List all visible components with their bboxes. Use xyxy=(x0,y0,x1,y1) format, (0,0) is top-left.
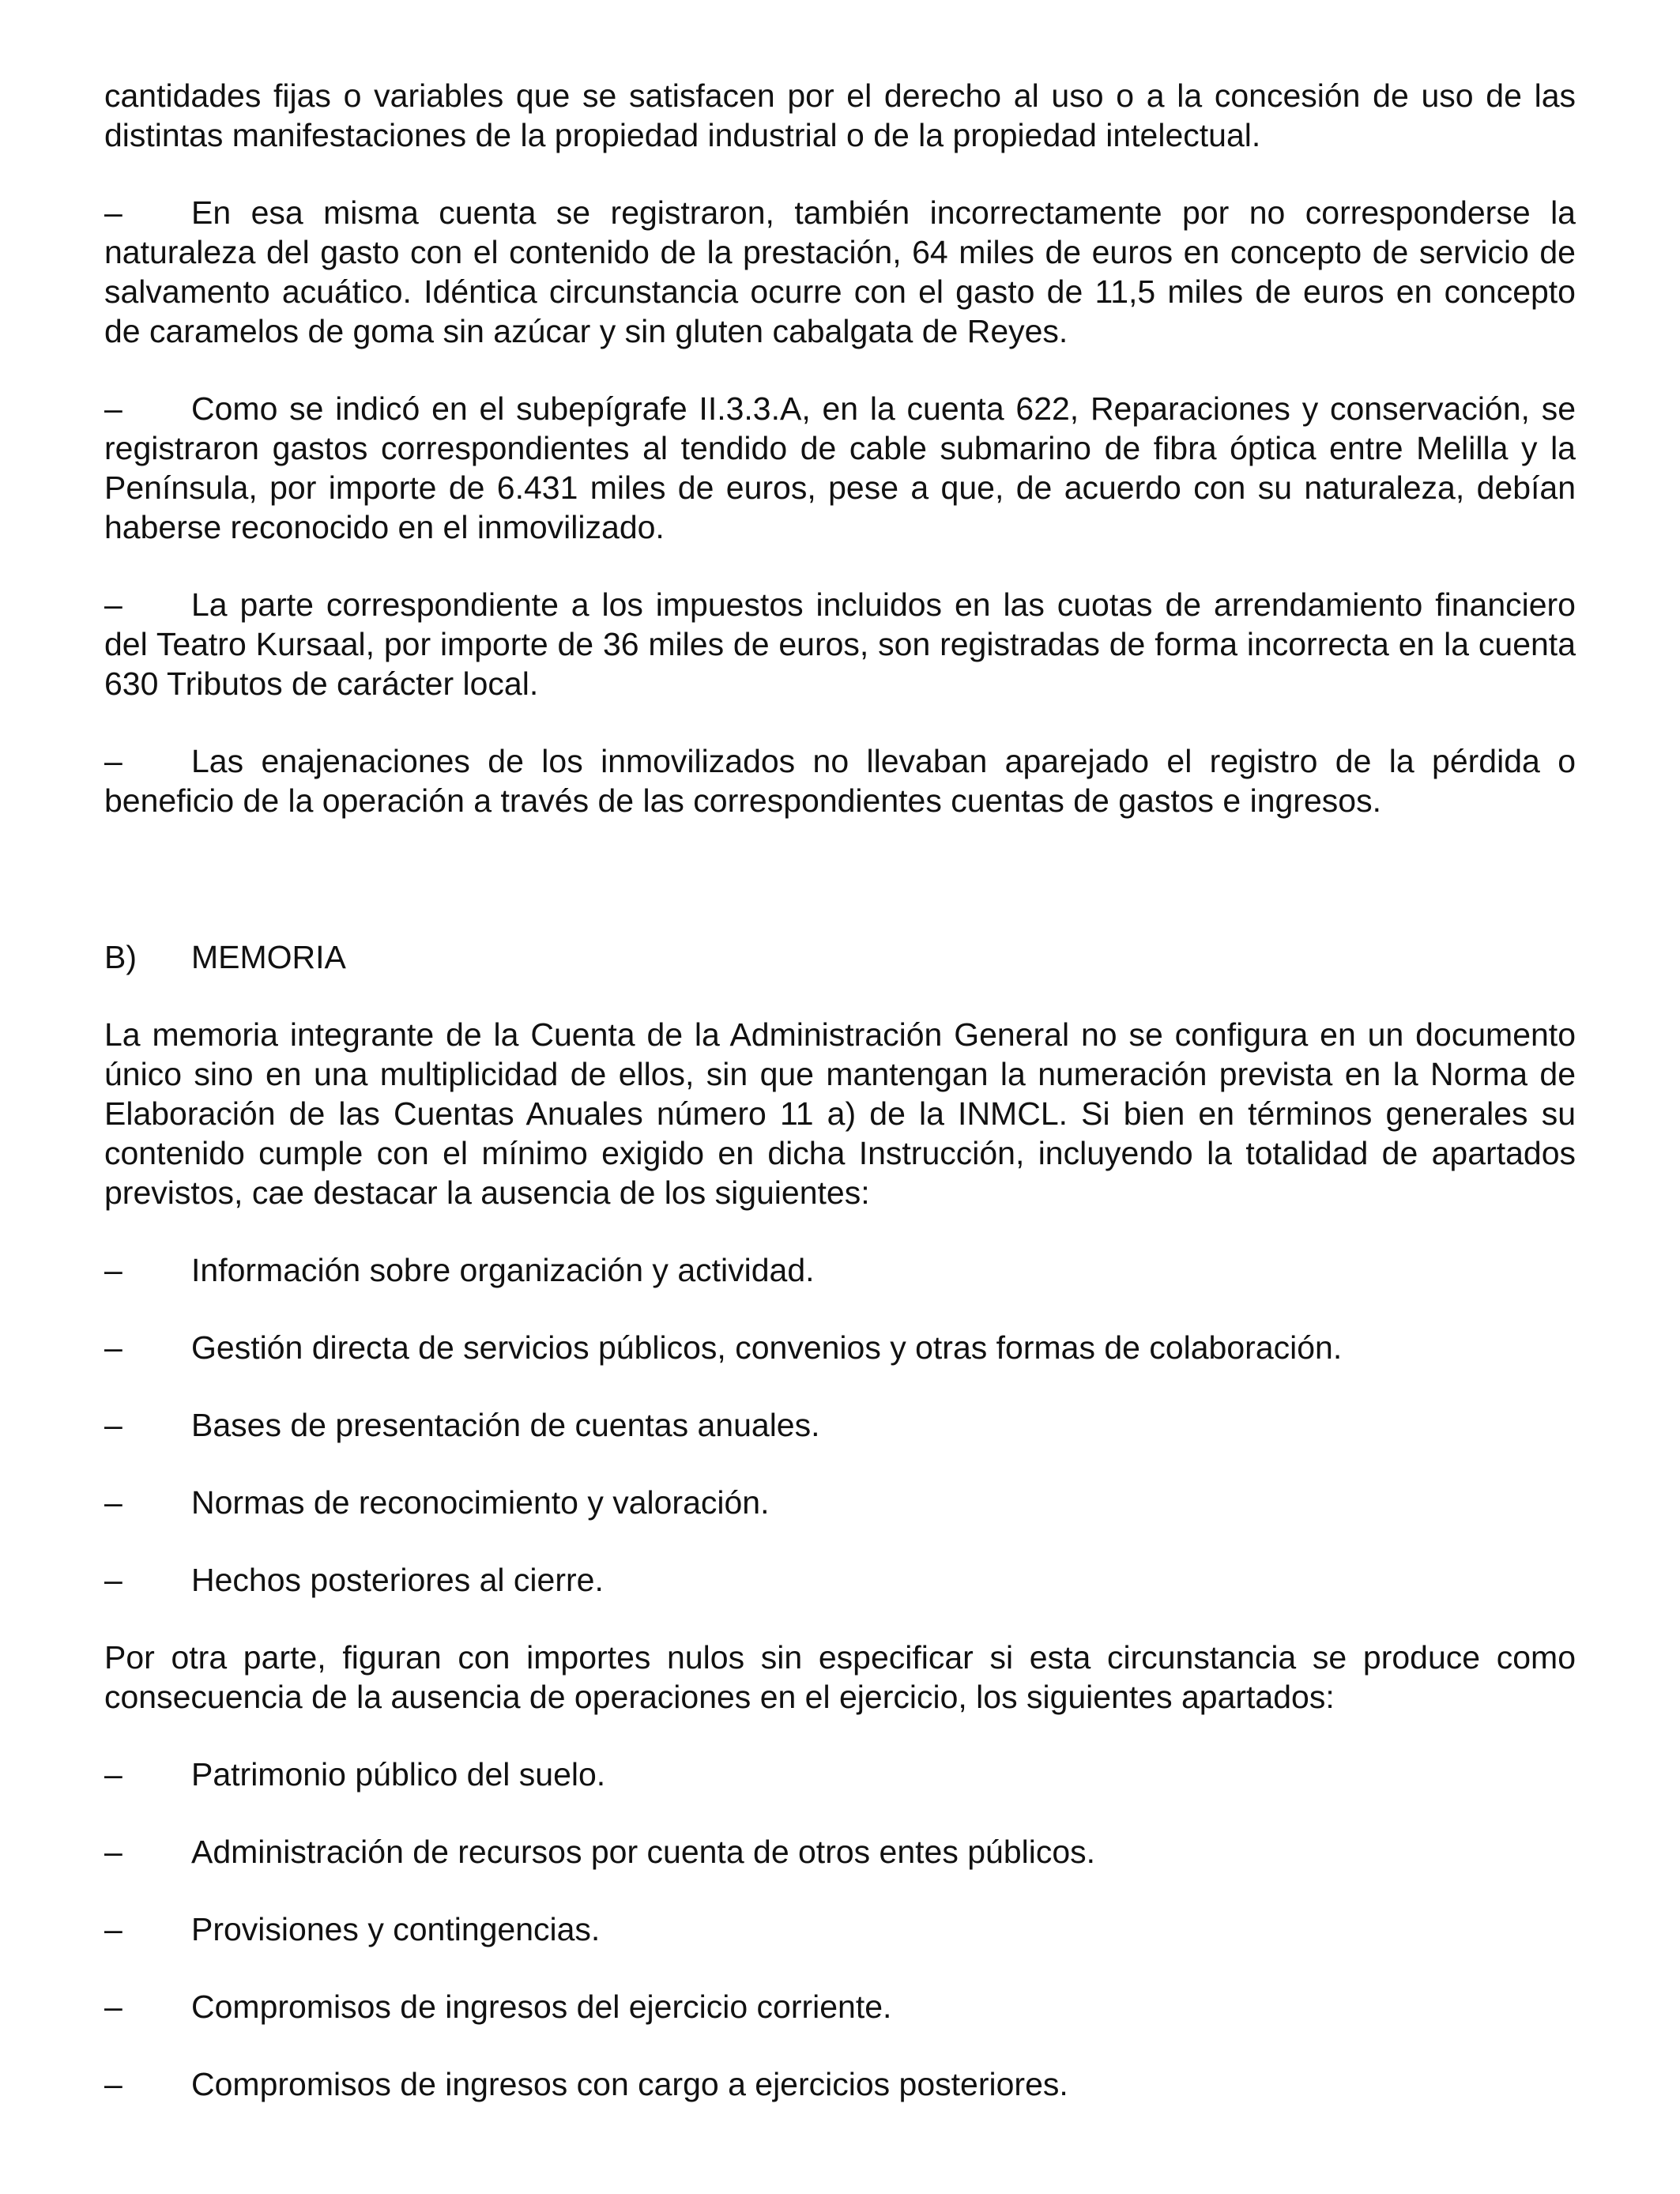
dash-marker: – xyxy=(104,1989,122,2025)
list-item xyxy=(104,1560,1576,1600)
section-letter: B) xyxy=(104,939,137,975)
section-heading xyxy=(104,937,1576,977)
bullet-text: En esa misma cuenta se registraron, también incorrectamente por no corresponderse la naturaleza del gasto con el contenido de la prestación, 64 miles de euros en concepto de servicio de salvamento acuático. Idéntica circunstancia ocurre con el gasto de 11,5 miles de euros en concepto de caramelos de goma sin azúcar y sin gluten cabalgata de Reyes. xyxy=(104,194,1576,349)
dash-marker: – xyxy=(104,194,122,231)
bullet-paragraph xyxy=(104,741,1576,820)
list-item xyxy=(104,1328,1576,1367)
list-item xyxy=(104,2064,1576,2104)
bullet-text: Las enajenaciones de los inmovilizados no llevaban aparejado el registro de la pérdida o beneficio de la operación a través de las correspondientes cuentas de gastos e ingresos. xyxy=(104,743,1576,819)
list-item-text: Compromisos de ingresos con cargo a ejercicios posteriores. xyxy=(191,2066,1068,2102)
dash-marker: – xyxy=(104,1407,122,1443)
bullet-paragraph xyxy=(104,585,1576,703)
list-item xyxy=(104,1987,1576,2026)
dash-marker: – xyxy=(104,390,122,427)
list-item xyxy=(104,1483,1576,1522)
section-title: MEMORIA xyxy=(191,939,346,975)
bullet-text: La parte correspondiente a los impuestos incluidos en las cuotas de arrendamiento financiero del Teatro Kursaal, por importe de 36 miles de euros, son registradas de forma incorrecta en la cuenta 630 Tributos de carácter local. xyxy=(104,586,1576,702)
null-intro-paragraph: Por otra parte, figuran con importes nulos sin especificar si esta circunstancia se produce como consecuencia de la ausencia de operaciones en el ejercicio, los siguientes apartados: xyxy=(104,1639,1576,1715)
dash-marker: – xyxy=(104,1252,122,1288)
dash-marker: – xyxy=(104,1756,122,1793)
dash-marker: – xyxy=(104,1834,122,1870)
list-item-text: Hechos posteriores al cierre. xyxy=(191,1562,604,1598)
list-item xyxy=(104,1755,1576,1794)
dash-marker: – xyxy=(104,1911,122,1947)
dash-marker: – xyxy=(104,1562,122,1598)
list-item-text: Patrimonio público del suelo. xyxy=(191,1756,606,1793)
dash-marker: – xyxy=(104,743,122,779)
list-item xyxy=(104,1909,1576,1949)
list-item-text: Bases de presentación de cuentas anuales. xyxy=(191,1407,820,1443)
bullet-text: Como se indicó en el subepígrafe II.3.3.A, en la cuenta 622, Reparaciones y conservación, se registraron gastos correspondientes al tendido de cable submarino de fibra óptica entre Melilla y la Península, por importe de 6.431 miles de euros, pese a que, de acuerdo con su naturaleza, debían haberse reconocido en el inmovilizado. xyxy=(104,390,1576,545)
list-item xyxy=(104,1405,1576,1445)
list-item-text: Administración de recursos por cuenta de otros entes públicos. xyxy=(191,1834,1096,1870)
document-page xyxy=(104,76,1576,2142)
dash-marker: – xyxy=(104,1329,122,1366)
list-item-text: Información sobre organización y actividad. xyxy=(191,1252,815,1288)
list-item xyxy=(104,1832,1576,1872)
bullet-paragraph xyxy=(104,389,1576,547)
list-item-text: Compromisos de ingresos del ejercicio corriente. xyxy=(191,1989,892,2025)
list-item-text: Normas de reconocimiento y valoración. xyxy=(191,1484,770,1521)
dash-marker: – xyxy=(104,1484,122,1521)
list-item-text: Provisiones y contingencias. xyxy=(191,1911,601,1947)
bullet-paragraph xyxy=(104,193,1576,351)
intro-paragraph: cantidades fijas o variables que se satisfacen por el derecho al uso o a la concesión de uso de las distintas manifestaciones de la propiedad industrial o de la propiedad intelectual. xyxy=(104,77,1576,153)
dash-marker: – xyxy=(104,2066,122,2102)
dash-marker: – xyxy=(104,586,122,623)
list-item-text: Gestión directa de servicios públicos, convenios y otras formas de colaboración. xyxy=(191,1329,1343,1366)
memoria-intro-paragraph: La memoria integrante de la Cuenta de la Administración General no se configura en un documento único sino en una multiplicidad de ellos, sin que mantengan la numeración prevista en la Norma de Elaboración de las Cuentas Anuales número 11 a) de la INMCL. Si bien en términos generales su contenido cumple con el mínimo exigido en dicha Instrucción, incluyendo la totalidad de apartados previstos, cae destacar la ausencia de los siguientes: xyxy=(104,1016,1576,1211)
list-item xyxy=(104,1250,1576,1290)
